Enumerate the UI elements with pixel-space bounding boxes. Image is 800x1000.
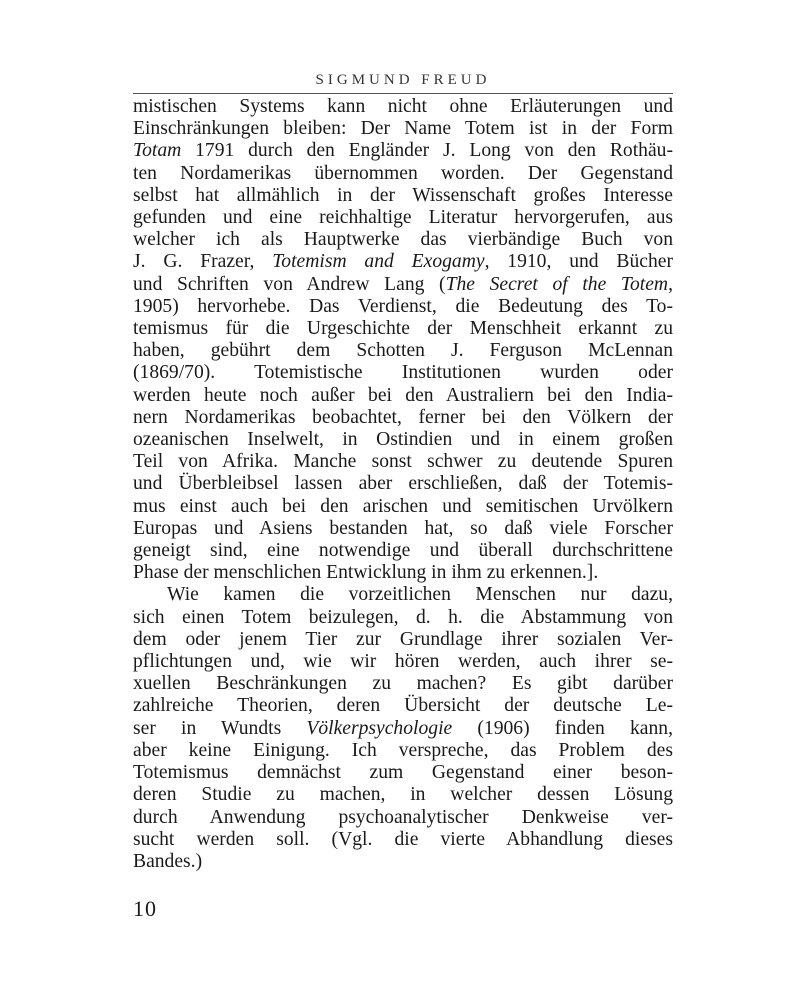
text-run: sich einen Totem beizulegen, d. h. die Abstammung von bbox=[133, 606, 673, 628]
text-line bbox=[133, 296, 673, 318]
text-run: mus einst auch bei den arischen und semitischen Urvölkern bbox=[133, 495, 673, 517]
text-run: pflichtungen und, wie wir hören werden, auch ihrer se- bbox=[133, 651, 673, 673]
text-run: 1905) hervorhebe. Das Verdienst, die Bedeutung des To- bbox=[133, 295, 673, 317]
text-line bbox=[133, 629, 673, 651]
text-line bbox=[133, 163, 673, 185]
text-line bbox=[133, 96, 673, 118]
text-line bbox=[133, 829, 673, 851]
text-run: Totemismus demnächst zum Gegenstand einer beson- bbox=[133, 762, 673, 784]
text-line bbox=[133, 207, 673, 229]
text-run: 1791 durch den Engländer J. Long von den Rothäu- bbox=[181, 140, 673, 162]
text-line bbox=[133, 451, 673, 473]
text-line bbox=[133, 784, 673, 806]
book-page bbox=[133, 72, 673, 873]
text-line bbox=[133, 118, 673, 140]
text-run: und Überbleibsel lassen aber erschließen, daß der Totemis- bbox=[133, 473, 673, 495]
text-run: ten Nordamerikas übernommen worden. Der Gegenstand bbox=[133, 162, 673, 184]
text-line bbox=[133, 429, 673, 451]
running-head: SIGMUND FREUD bbox=[133, 72, 673, 94]
text-run: Teil von Afrika. Manche sonst schwer zu deutende Spuren bbox=[133, 451, 673, 473]
text-run: deren Studie zu machen, in welcher dessen Lösung bbox=[133, 784, 673, 806]
text-line bbox=[133, 407, 673, 429]
text-line bbox=[133, 518, 673, 540]
text-run: temismus für die Urgeschichte der Menschheit erkannt zu bbox=[133, 318, 673, 340]
body-text bbox=[133, 96, 673, 873]
text-run: ser in Wundts bbox=[133, 717, 307, 739]
text-run: Europas und Asiens bestanden hat, so daß viele Forscher bbox=[133, 517, 673, 539]
text-run: , bbox=[668, 273, 673, 295]
italic-title: The Secret of the Totem bbox=[445, 273, 669, 295]
text-run: zahlreiche Theorien, deren Übersicht der deutsche Le- bbox=[133, 695, 673, 717]
text-run: durch Anwendung psychoanalytischer Denkweise ver- bbox=[133, 806, 673, 828]
text-line bbox=[133, 673, 673, 695]
text-line bbox=[133, 807, 673, 829]
text-line bbox=[133, 362, 673, 384]
text-run: , 1910, und Bücher bbox=[484, 251, 673, 273]
text-run: (1906) finden kann, bbox=[452, 717, 673, 739]
text-run: welcher ich als Hauptwerke das vierbändige Buch von bbox=[133, 229, 673, 251]
text-run: geneigt sind, eine notwendige und überall durchschrittene bbox=[133, 540, 673, 562]
text-run: J. G. Frazer, bbox=[133, 251, 273, 273]
text-line bbox=[133, 651, 673, 673]
text-line bbox=[133, 562, 673, 584]
text-run: werden heute noch außer bei den Australiern bei den India- bbox=[133, 384, 673, 406]
text-line bbox=[133, 584, 673, 606]
text-line bbox=[133, 496, 673, 518]
text-run: mistischen Systems kann nicht ohne Erläuterungen und bbox=[133, 96, 673, 117]
text-line bbox=[133, 473, 673, 495]
text-run: Einschränkungen bleiben: Der Name Totem ist in der Form bbox=[133, 118, 673, 140]
text-run: selbst hat allmählich in der Wissenschaft großes Interesse bbox=[133, 184, 673, 206]
italic-title: Völkerpsychologie bbox=[306, 717, 453, 739]
text-run: nern Nordamerikas beobachtet, ferner bei den Völkern der bbox=[133, 406, 673, 428]
text-run: aber keine Einigung. Ich verspreche, das Problem des bbox=[133, 739, 673, 761]
text-line bbox=[133, 718, 673, 740]
text-run: Wie kamen die vorzeitlichen Menschen nur dazu, bbox=[167, 584, 673, 606]
text-run: Bandes.) bbox=[133, 850, 203, 872]
text-run: gefunden und eine reichhaltige Literatur hervorgerufen, aus bbox=[133, 207, 673, 229]
text-line bbox=[133, 229, 673, 251]
text-line bbox=[133, 385, 673, 407]
text-line bbox=[133, 740, 673, 762]
paragraph bbox=[133, 584, 673, 873]
text-line bbox=[133, 185, 673, 207]
text-line bbox=[133, 318, 673, 340]
text-run: sucht werden soll. (Vgl. die vierte Abhandlung dieses bbox=[133, 828, 673, 850]
page-number: 10 bbox=[133, 896, 157, 921]
text-run: ozeanischen Inselwelt, in Ostindien und in einem großen bbox=[133, 429, 673, 451]
text-line bbox=[133, 274, 673, 296]
paragraph bbox=[133, 96, 673, 584]
text-line bbox=[133, 695, 673, 717]
text-line bbox=[133, 762, 673, 784]
text-run: haben, gebührt dem Schotten J. Ferguson McLennan bbox=[133, 340, 673, 362]
text-run: Phase der menschlichen Entwicklung in ihm zu erkennen.]. bbox=[133, 562, 599, 584]
text-line bbox=[133, 540, 673, 562]
text-line bbox=[133, 607, 673, 629]
text-line bbox=[133, 251, 673, 273]
italic-title: Totam bbox=[133, 140, 182, 162]
text-line bbox=[133, 851, 673, 873]
text-line bbox=[133, 340, 673, 362]
text-run: dem oder jenem Tier zur Grundlage ihrer sozialen Ver- bbox=[133, 628, 673, 650]
text-run: (1869/70). Totemistische Institutionen wurden oder bbox=[133, 362, 673, 384]
text-run: xuellen Beschränkungen zu machen? Es gibt darüber bbox=[133, 673, 673, 695]
italic-title: Totemism and Exogamy bbox=[272, 251, 485, 273]
text-line bbox=[133, 140, 673, 162]
text-run: und Schriften von Andrew Lang ( bbox=[133, 273, 446, 295]
